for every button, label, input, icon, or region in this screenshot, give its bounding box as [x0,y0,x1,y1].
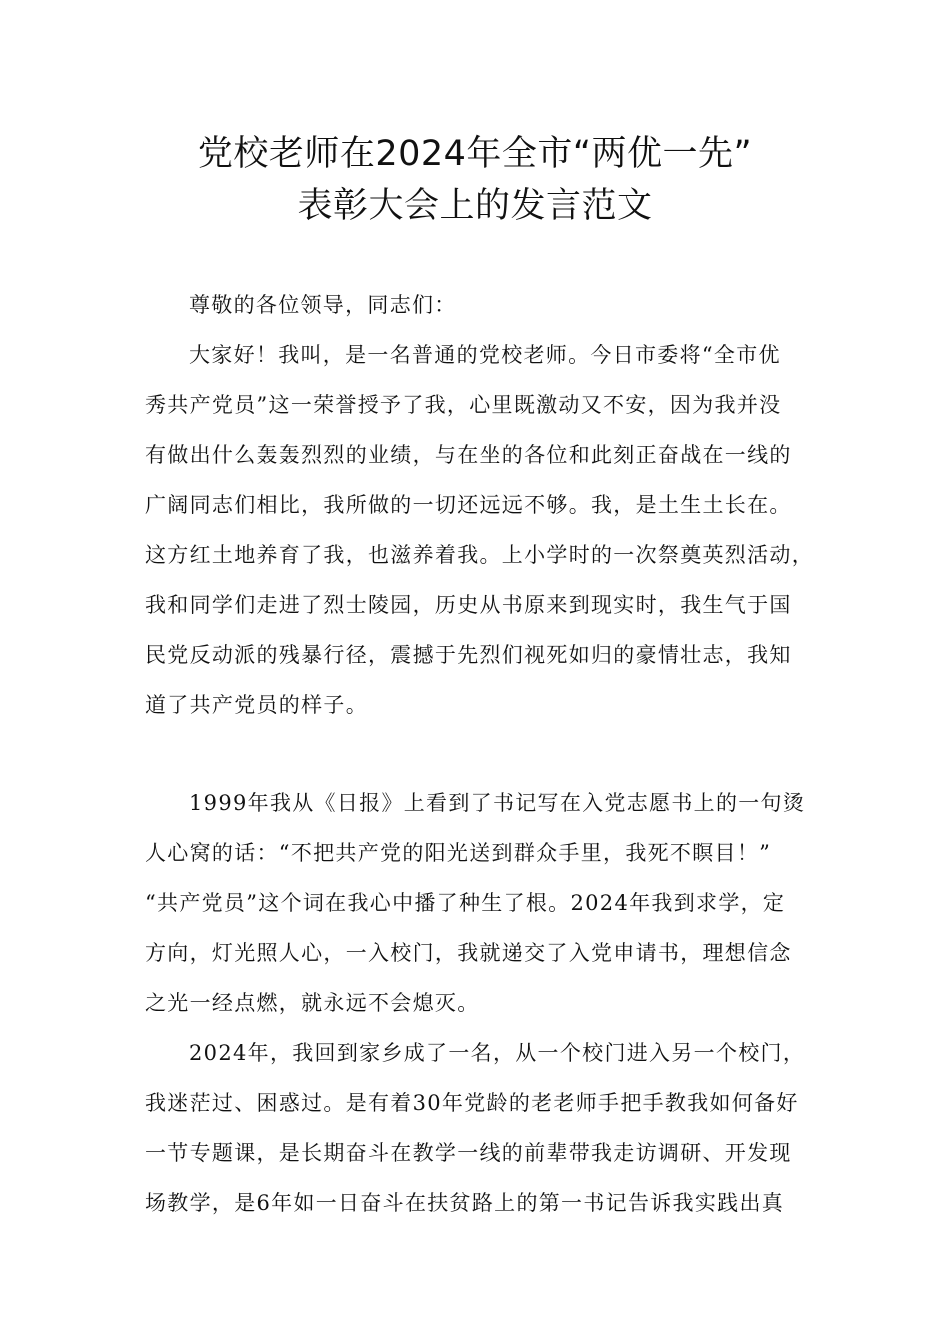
return-paragraph [145,1028,825,1228]
document-body [145,280,825,1228]
paragraph-gap [145,730,825,778]
paragraph-line: 我迷茫过、困惑过。是有着30年党龄的老老师手把手教我如何备好 [145,1091,799,1115]
title-line-1: 党校老师在2024年全市“两优一先” [197,134,753,174]
paragraph-line: 场教学，是6年如一日奋斗在扶贫路上的第一书记告诉我实践出真 [145,1191,785,1215]
intro-paragraph [145,330,825,730]
paragraph-line: 秀共产党员”这一荣誉授予了我，心里既激动又不安，因为我并没 [145,393,782,417]
paragraph-line: 大家好！我叫，是一名普通的党校老师。今日市委将“全市优 [189,343,781,367]
title-line-2: 表彰大会上的发言范文 [297,186,653,226]
paragraph-line: 有做出什么轰轰烈烈的业绩，与在坐的各位和此刻正奋战在一线的 [145,443,792,467]
paragraph-line: 广阔同志们相比，我所做的一切还远远不够。我，是土生土长在。 [145,493,792,517]
paragraph-line: 一节专题课，是长期奋斗在教学一线的前辈带我走访调研、开发现 [145,1141,792,1165]
paragraph-line: “共产党员”这个词在我心中播了种生了根。2024年我到求学，定 [145,891,786,915]
salutation-paragraph [145,280,825,330]
paragraph-line: 2024年，我回到家乡成了一名，从一个校门进入另一个校门， [189,1041,806,1065]
paragraph-line: 人心窝的话：“不把共产党的阳光送到群众手里，我死不瞑目！” [145,841,772,865]
document-title [0,128,950,232]
paragraph-line: 1999年我从《日报》上看到了书记写在入党志愿书上的一句烫 [189,791,806,815]
history-paragraph [145,778,825,1028]
paragraph-line: 道了共产党员的样子。 [145,693,368,717]
paragraph-line: 这方红土地养育了我，也滋养着我。上小学时的一次祭奠英烈活动， [145,543,814,567]
paragraph-line: 之光一经点燃，就永远不会熄灭。 [145,991,480,1015]
paragraph-line: 我和同学们走进了烈士陵园，历史从书原来到现实时，我生气于国 [145,593,792,617]
paragraph-line: 民党反动派的残暴行径，震撼于先烈们视死如归的豪情壮志，我知 [145,643,792,667]
paragraph-line: 方向，灯光照人心，一入校门，我就递交了入党申请书，理想信念 [145,941,792,965]
paragraph-line: 尊敬的各位领导，同志们： [189,293,457,317]
